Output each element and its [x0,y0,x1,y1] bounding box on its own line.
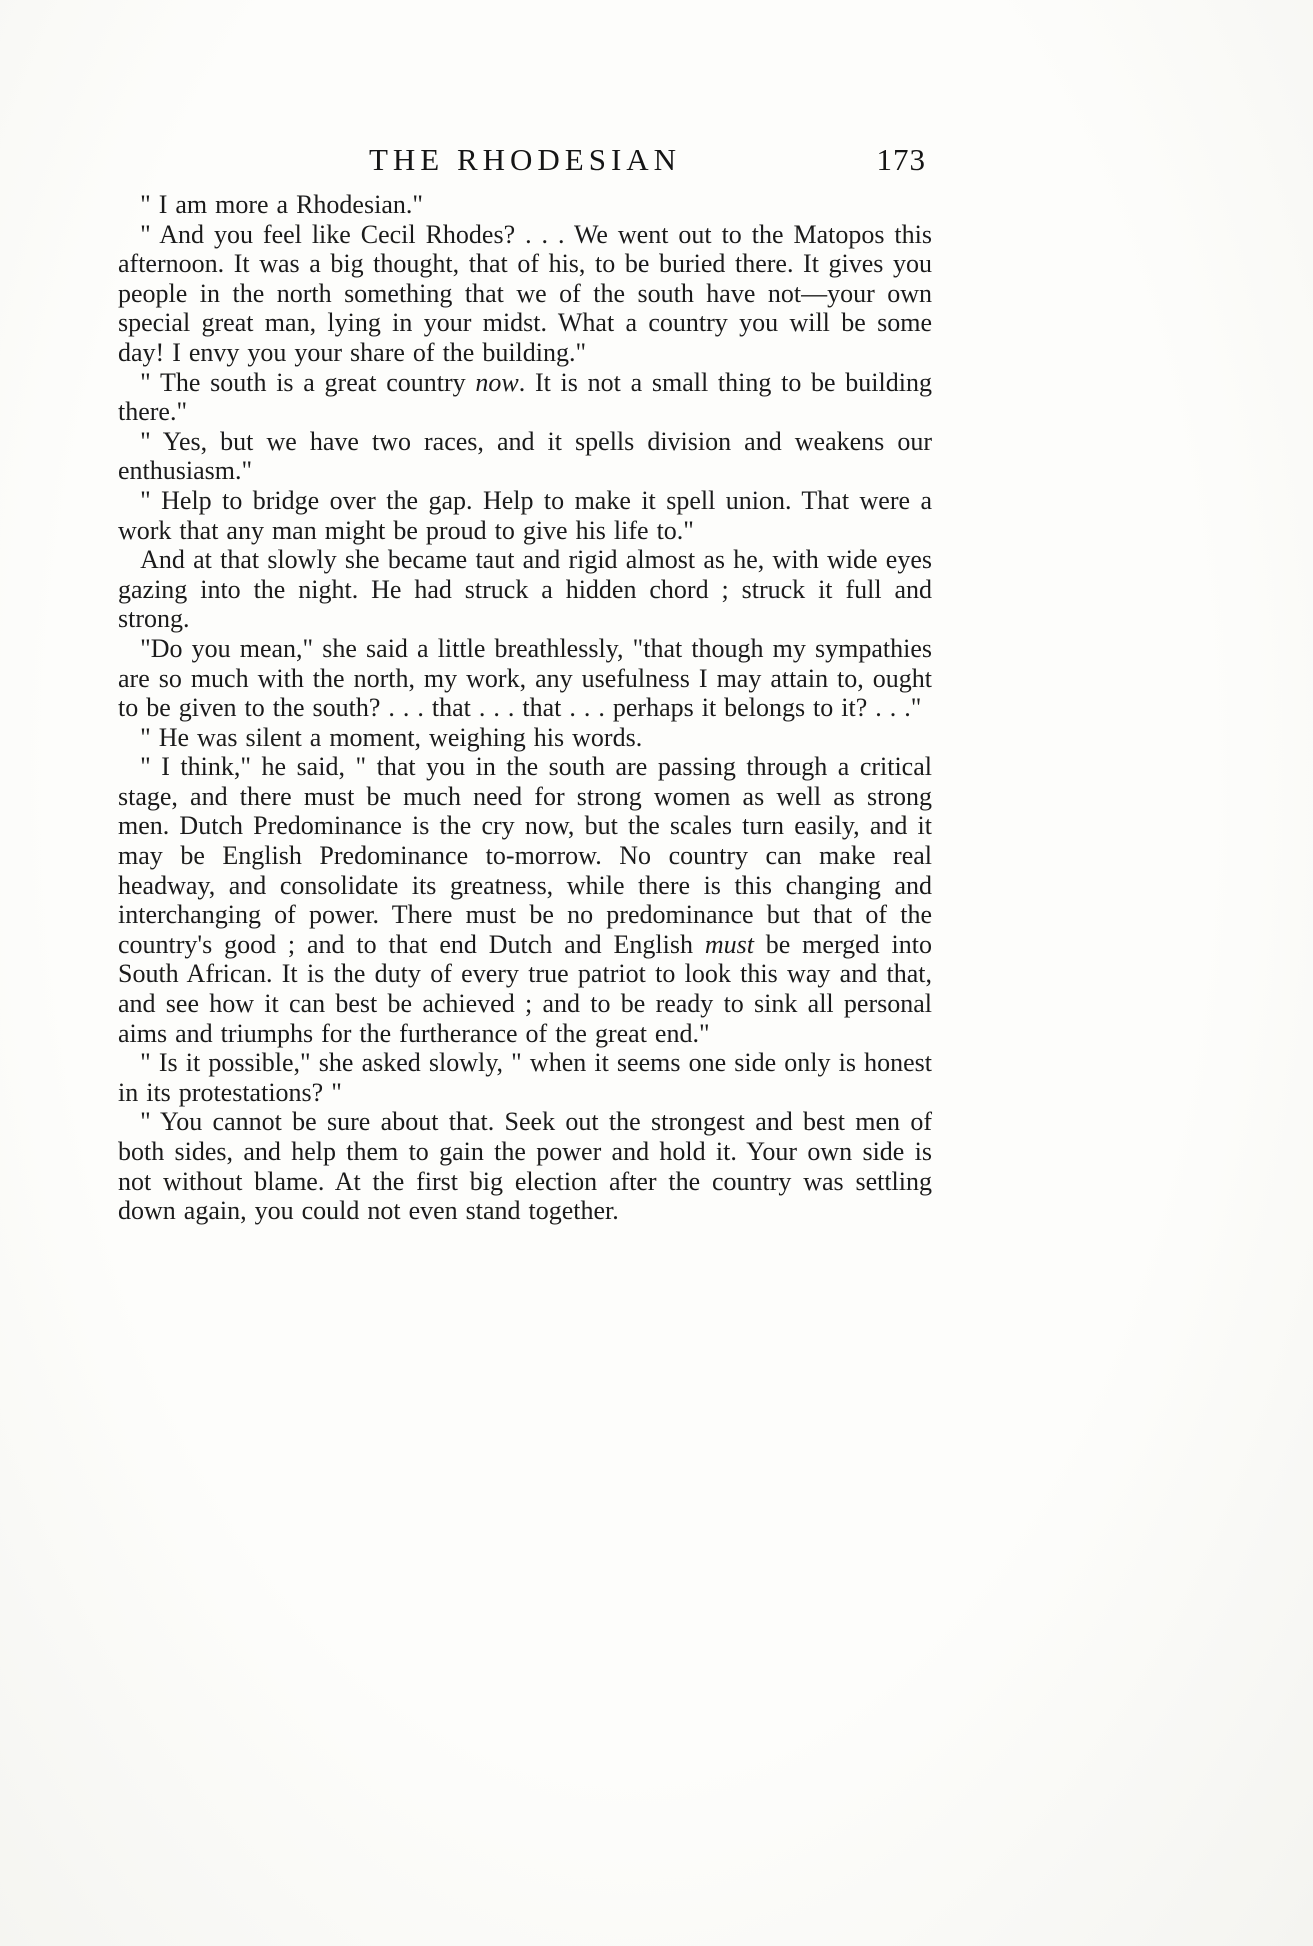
page-number: 173 [876,142,926,177]
paragraph [118,220,932,368]
text-run: "Do you mean," she said a little breathlessly, "that though my sympathies are so much with the north, my work, any usefulness I may attain to, ought to be given to the south? . . . that . . . that . . . perhaps it belongs to it? . . ." [118,633,932,723]
paragraph [118,545,932,634]
paragraph [118,634,932,723]
paragraph [118,368,932,427]
paragraph [118,486,932,545]
paragraph [118,1048,932,1107]
italic-text-run: now [475,367,519,397]
paragraph [118,723,932,753]
paragraph [118,427,932,486]
text-run: " Yes, but we have two races, and it spells division and weakens our enthusiasm." [118,426,932,486]
text-run: " He was silent a moment, weighing his words. [140,722,643,752]
italic-text-run: must [704,929,754,959]
text-run: " Help to bridge over the gap. Help to make it spell union. That were a work that any man might be proud to give his life to." [118,485,932,545]
text-run: " You cannot be sure about that. Seek out the strongest and best men of both sides, and help them to gain the power and hold it. Your own side is not without blame. At the first big election after the country was settling down again, you could not even stand together. [118,1107,932,1226]
text-run: " The south is a great country [140,367,476,397]
text-run: . It is not a small thing to be building there." [118,367,932,427]
text-run: And at that slowly she became taut and rigid almost as he, with wide eyes gazing into the night. He had struck a hidden chord ; struck it full and strong. [118,545,932,634]
page-header [118,142,932,182]
paragraph [118,190,932,220]
text-run: " And you feel like Cecil Rhodes? . . . We went out to the Matopos this afternoon. It was a big thought, that of his, to be buried there. It gives you people in the north something that we of the south have not—your own special great man, lying in your midst. What a country you will be some day! I envy you your share of the building." [118,219,932,367]
text-run: " Is it possible," she asked slowly, " when it seems one side only is honest in its protestations? " [118,1048,932,1107]
text-run: be merged into South African. It is the duty of every true patriot to look this way and that, and see how it can best be achieved ; and to be ready to sink all personal aims and triumphs for the furtherance of the great end." [118,929,932,1048]
page-text-block [118,190,932,1226]
text-run: " I think," he said, " that you in the south are passing through a critical stage, and there must be much need for strong women as well as strong men. Dutch Predominance is the cry now, but the scales turn easily, and it may be English Predominance to-morrow. No country can make real headway, and consolidate its greatness, while there is this changing and interchanging of power. There must be no predominance but that of the country's good ; and to that end Dutch and English [118,752,932,959]
text-run: " I am more a Rhodesian." [140,190,423,219]
running-title: THE RHODESIAN [368,142,682,177]
paragraph [118,752,932,1048]
paragraph [118,1107,932,1225]
